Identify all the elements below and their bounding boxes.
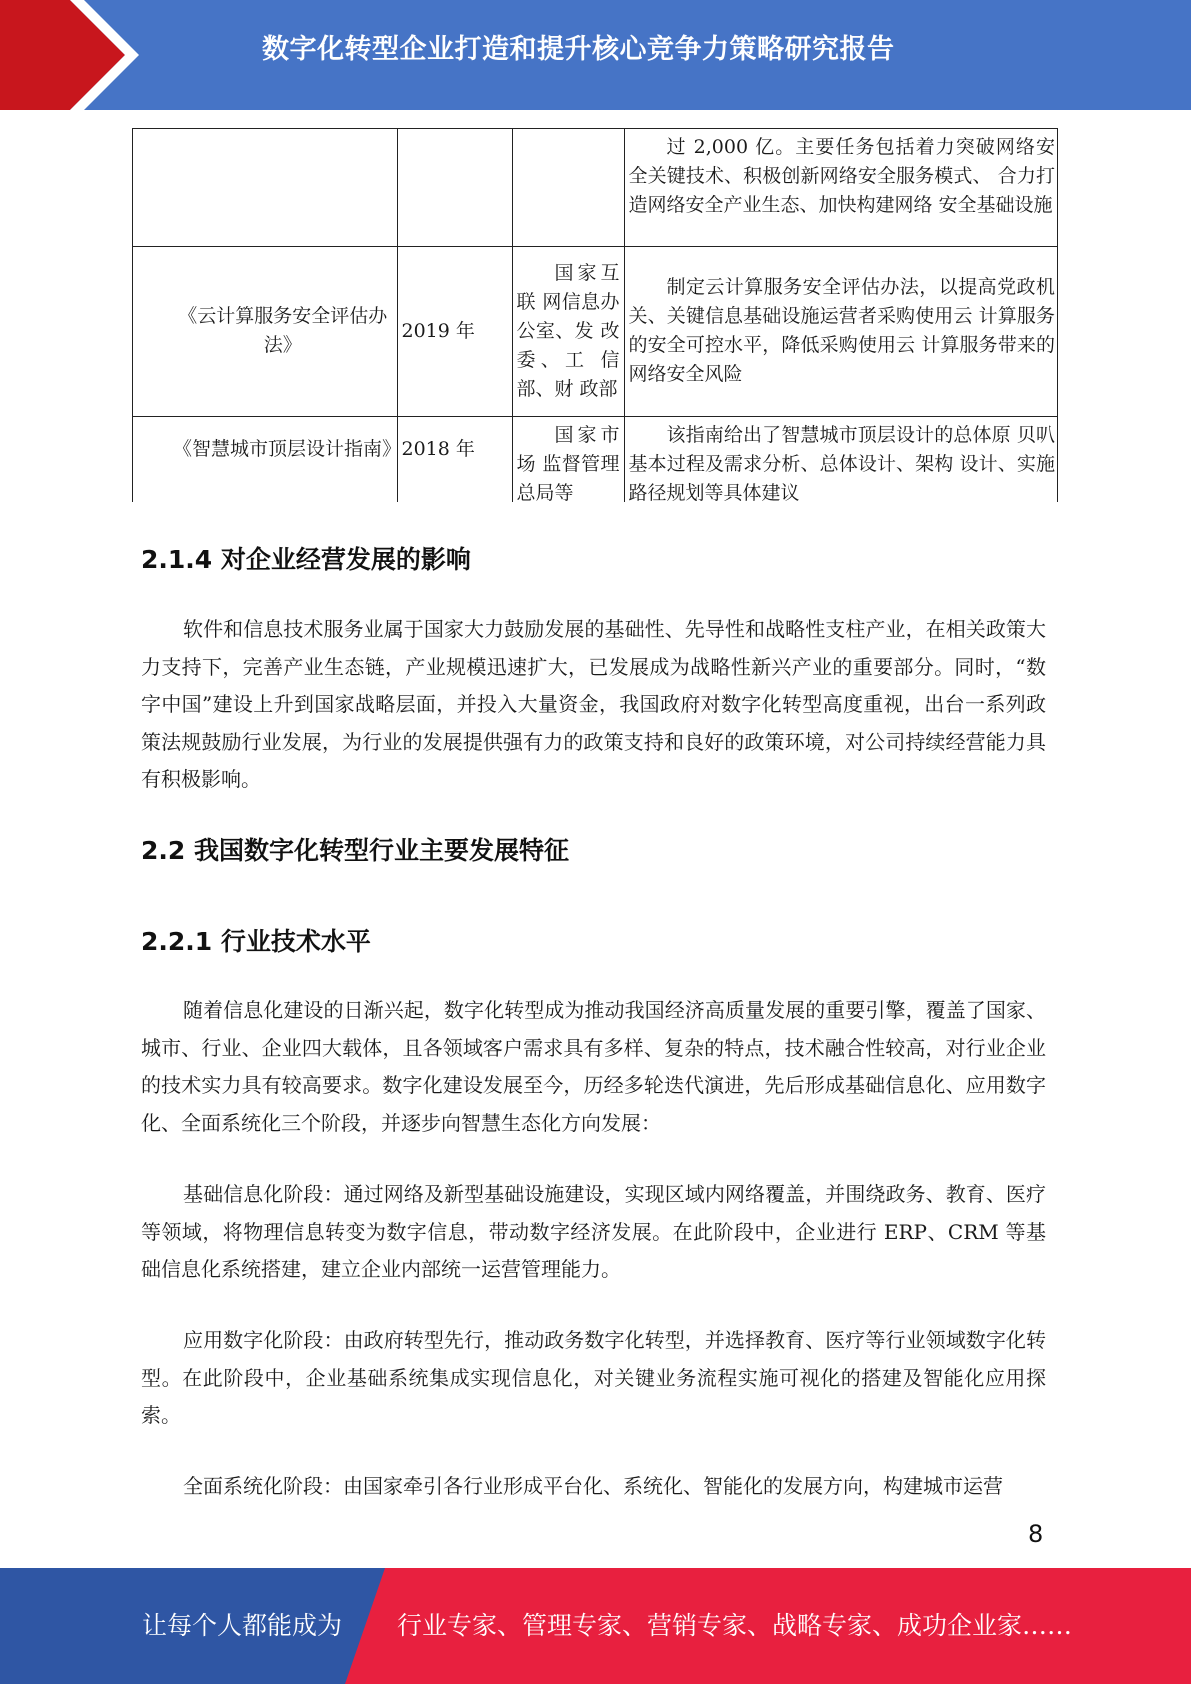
paragraph-application-digitalization: 应用数字化阶段：由政府转型先行，推动政务数字化转型，并选择教育、医疗等行业领域数字化转型。在此阶段中，企业基础系统集成实现信息化，对关键业务流程实施可视化的搭建及智能化应用探索。	[141, 1328, 1046, 1427]
report-title: 数字化转型企业打造和提升核心竞争力策略研究报告	[262, 34, 895, 65]
policy-name-cell: 《云计算服务安全评估办法》	[133, 246, 397, 416]
policy-desc-cell: 过 2,000 亿。主要任务包括着力突破网络安全关键技术、积极创新网络安全服务模式、 合力打造网络安全产业生态、加快构建网络 安全基础设施	[624, 129, 1058, 246]
section-heading-2-2: 2.2 我国数字化转型行业主要发展特征	[141, 836, 569, 865]
policy-org-cell: 国家市场 监督管理 总局等	[512, 416, 624, 502]
table-row	[133, 416, 1058, 502]
page-footer	[0, 1568, 1191, 1684]
policy-year-cell: 2018 年	[397, 416, 512, 502]
policy-year-cell: 2019 年	[397, 246, 512, 416]
table-row	[133, 246, 1058, 416]
page-number: 8	[1028, 1520, 1044, 1548]
header-arrow-graphic	[0, 0, 160, 110]
footer-slogan-right: 行业专家、管理专家、营销专家、战略专家、成功企业家……	[397, 1611, 1073, 1640]
section-heading-2-2-1: 2.2.1 行业技术水平	[141, 927, 371, 956]
policy-org-cell	[512, 129, 624, 246]
section-heading-2-1-4: 2.1.4 对企业经营发展的影响	[141, 545, 471, 574]
table-row	[133, 129, 1058, 246]
policy-org-cell: 国家互联 网信息办 公室、发 改委、工 信部、财 政部	[512, 246, 624, 416]
paragraph-basic-informatization: 基础信息化阶段：通过网络及新型基础设施建设，实现区域内网络覆盖，并围绕政务、教育、医疗等领域，将物理信息转变为数字信息，带动数字经济发展。在此阶段中，企业进行 ERP、CRM 等基础信息化系统搭建，建立企业内部统一运营管理能力。	[141, 1182, 1046, 1281]
paragraph-2-1-4: 软件和信息技术服务业属于国家大力鼓励发展的基础性、先导性和战略性支柱产业，在相关政策大力支持下，完善产业生态链，产业规模迅速扩大，已发展成为战略性新兴产业的重要部分。同时，“数字中国”建设上升到国家战略层面，并投入大量资金，我国政府对数字化转型高度重视，出台一系列政策法规鼓励行业发展，为行业的发展提供强有力的政策支持和良好的政策环境，对公司持续经营能力具有积极影响。	[141, 617, 1046, 791]
policy-desc-cell: 制定云计算服务安全评估办法，以提高党政机关、关键信息基础设施运营者采购使用云 计算服务的安全可控水平，降低采购使用云 计算服务带来的网络安全风险	[624, 246, 1058, 416]
paragraph-comprehensive-systematization: 全面系统化阶段：由国家牵引各行业形成平台化、系统化、智能化的发展方向，构建城市运营	[183, 1474, 1003, 1498]
footer-slogan-left: 让每个人都能成为	[142, 1611, 343, 1640]
policy-desc-cell: 该指南给出了智慧城市顶层设计的总体原 贝叭基本过程及需求分析、总体设计、架构 设计、实施路径规划等具体建议	[624, 416, 1058, 502]
paragraph-2-2-1-intro: 随着信息化建设的日渐兴起，数字化转型成为推动我国经济高质量发展的重要引擎，覆盖了国家、城市、行业、企业四大载体，且各领域客户需求具有多样、复杂的特点，技术融合性较高，对行业企业的技术实力具有较高要求。数字化建设发展至今，历经多轮迭代演进，先后形成基础信息化、应用数字化、全面系统化三个阶段，并逐步向智慧生态化方向发展：	[141, 998, 1046, 1135]
policy-table	[132, 128, 1058, 502]
page-header	[0, 0, 1191, 110]
policy-year-cell	[397, 129, 512, 246]
policy-name-cell: 《智慧城市顶层设计指南》	[133, 416, 397, 502]
policy-name-cell	[133, 129, 397, 246]
